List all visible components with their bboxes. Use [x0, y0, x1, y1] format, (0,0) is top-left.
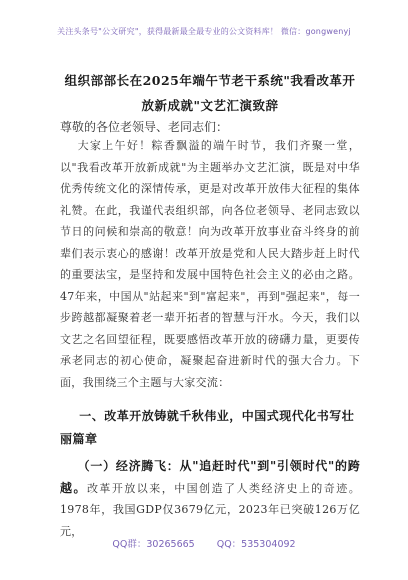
footer-qq-group: QQ群：30265665: [112, 539, 195, 550]
footer-contact: [0, 536, 408, 550]
section-heading: 一、改革开放铸就千秋伟业，中国式现代化书写壮丽篇章: [60, 409, 355, 446]
paragraph-economy: [60, 456, 360, 542]
paragraph-intro: 大家上午好！粽香飘溢的端午时节，我们齐聚一堂，以"我看改革开放新成就"为主题举办文艺汇演，既是对中华优秀传统文化的深情传承，更是对改革开放伟大征程的集体礼赞。在此，我谨代表组织部，向各位老领导、老同志致以节日的问候和崇高的敬意！向为改革开放事业奋斗终身的前辈们表示衷心的感谢！改革开放是党和人民大踏步赶上时代的重要法宝，是坚持和发展中国特色社会主义的必由之路。47年来，中国从"站起来"到"富起来"，再到"强起来"，每一步跨越都凝聚着老一辈开拓者的智慧与汗水。今天，我们以文艺之名回望征程，既要感悟改革开放的磅礴力量，更要传承老同志的初心使命，凝聚起奋进新时代的强大合力。下面，我围绕三个主题与大家交流：: [60, 139, 360, 389]
paragraph-economy-text: 改革开放以来，中国创造了人类经济史上的奇迹。1978年，我国GDP仅3679亿元，2023年已突破126万亿元，: [60, 481, 360, 538]
salutation: 尊敬的各位老领导、老同志们：: [60, 120, 229, 134]
footer-qq: QQ：535304092: [216, 539, 296, 550]
header-banner: 关注头条号"公文研究"，获得最新最全最专业的公文资料库！ 微信：gongwenyj: [57, 27, 351, 36]
subsection-heading: （一）经济腾飞：从"追赶时代"到"引领时代"的跨越。: [60, 459, 360, 495]
document-title: 组织部部长在2025年端午节老干系统"我看改革开放新成就"文艺汇演致辞: [64, 73, 356, 113]
